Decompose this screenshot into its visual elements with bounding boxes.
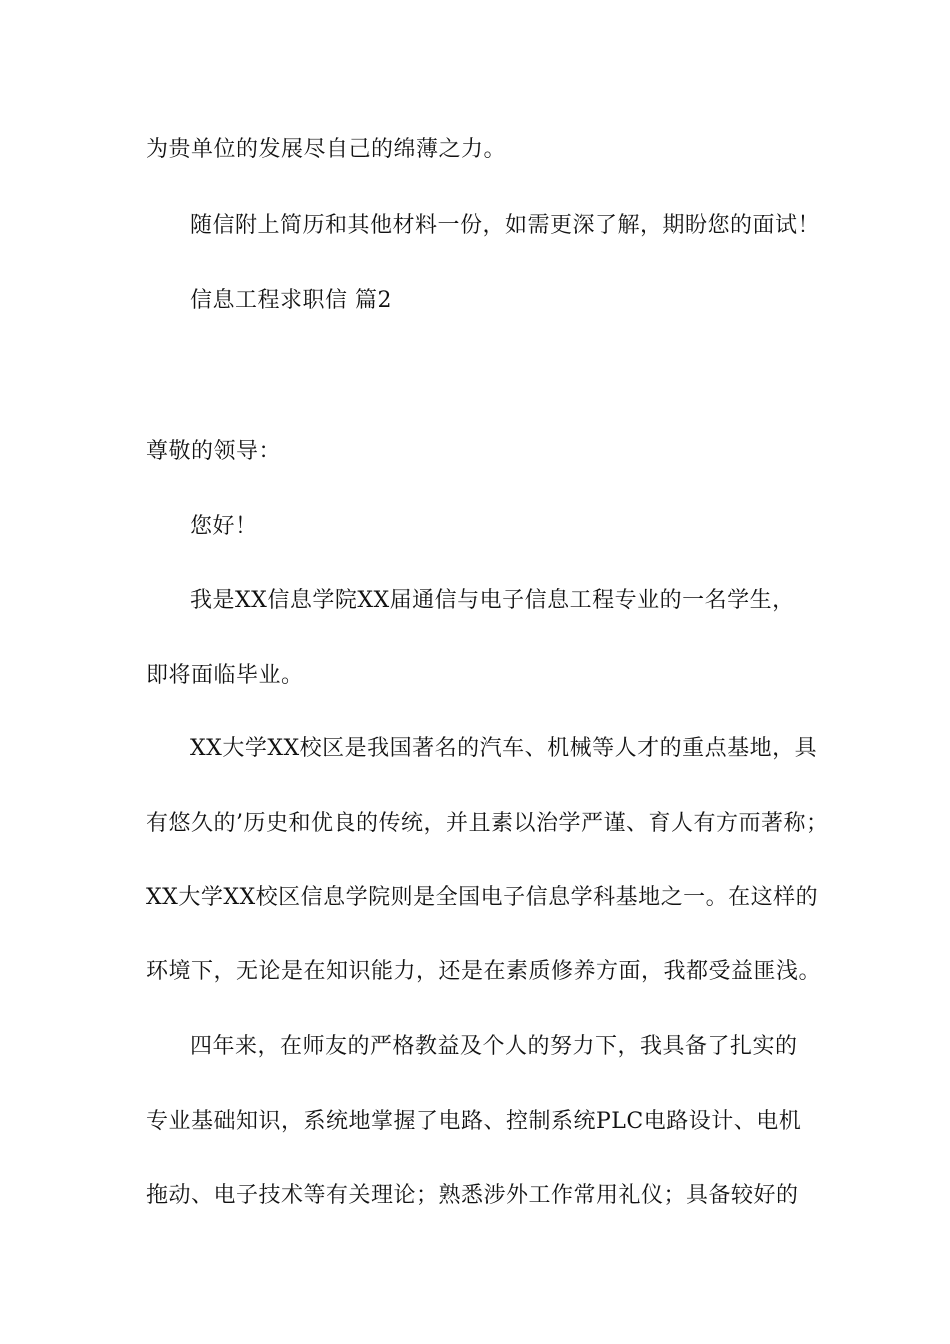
salutation: 尊敬的领导：: [146, 439, 282, 464]
paragraph-line: 环境下，无论是在知识能力，还是在素质修养方面，我都受益匪浅。: [146, 959, 822, 984]
paragraph-line-closing: 为贵单位的发展尽自己的绵薄之力。: [146, 137, 507, 162]
paragraph-line: XX大学XX校区是我国著名的汽车、机械等人才的重点基地，具: [190, 736, 818, 761]
section-heading: 信息工程求职信 篇2: [190, 288, 392, 313]
paragraph-line: 即将面临毕业。: [146, 663, 304, 688]
paragraph-line: 拖动、电子技术等有关理论；熟悉涉外工作常用礼仪；具备较好的: [146, 1183, 799, 1208]
paragraph-line: 四年来，在师友的严格教益及个人的努力下，我具备了扎实的: [190, 1034, 798, 1059]
greeting: 您好！: [190, 514, 258, 539]
paragraph-line: 专业基础知识，系统地掌握了电路、控制系统PLC电路设计、电机: [146, 1109, 802, 1134]
paragraph-line: XX大学XX校区信息学院则是全国电子信息学科基地之一。在这样的: [146, 885, 819, 910]
paragraph-line: 我是XX信息学院XX届通信与电子信息工程专业的一名学生，: [190, 588, 795, 613]
paragraph-line: 有悠久的’历史和优良的传统，并且素以治学严谨、育人有方而著称；: [146, 811, 829, 836]
paragraph-line-attachment-note: 随信附上简历和其他材料一份，如需更深了解，期盼您的面试！: [190, 213, 821, 238]
